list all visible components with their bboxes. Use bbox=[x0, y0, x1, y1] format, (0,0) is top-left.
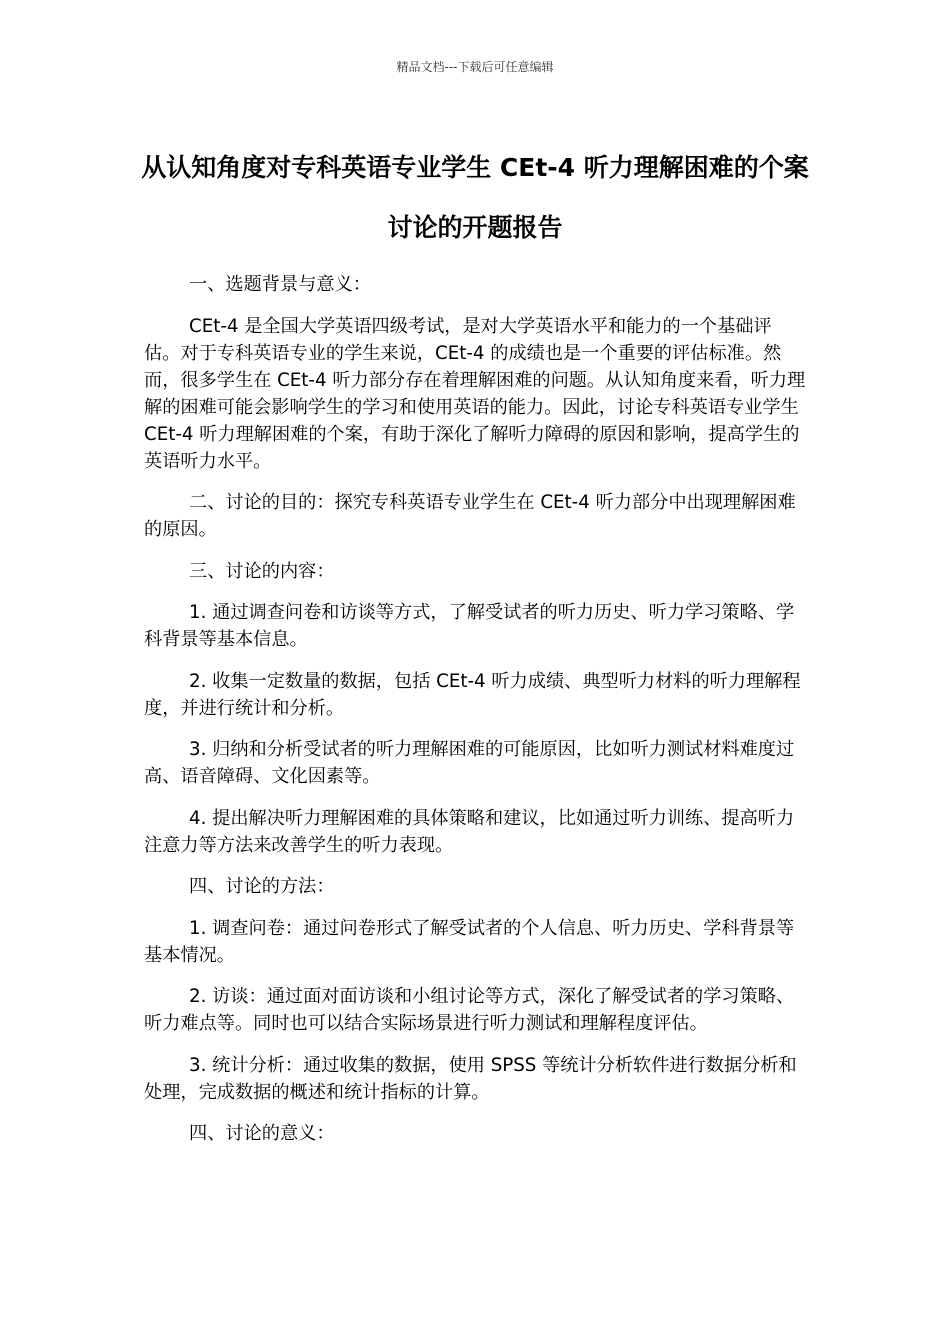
section-heading-significance: 四、讨论的意义： bbox=[189, 1123, 335, 1144]
list-item-content-3: 3. 归纳和分析受试者的听力理解困难的可能原因，比如听力测试材料难度过高、语音障碍、文化因素等。 bbox=[144, 739, 795, 787]
list-item-content-4: 4. 提出解决听力理解困难的具体策略和建议，比如通过听力训练、提高听力注意力等方法来改善学生的听力表现。 bbox=[144, 807, 795, 856]
page-header: 精品文档---下载后可任意编辑 bbox=[396, 60, 554, 74]
paragraph-purpose: 二、讨论的目的：探究专科英语专业学生在 CEt-4 听力部分中出现理解困难的原因。 bbox=[144, 492, 796, 540]
list-item-content-2: 2. 收集一定数量的数据，包括 CEt-4 听力成绩、典型听力材料的听力理解程度，并进行统计和分析。 bbox=[144, 670, 801, 719]
document-title: 从认知角度对专科英语专业学生 CEt-4 听力理解困难的个案讨论的开题报告 bbox=[141, 153, 809, 242]
section-heading-methods: 四、讨论的方法： bbox=[189, 876, 335, 897]
list-item-method-2: 2. 访谈：通过面对面访谈和小组讨论等方式，深化了解受试者的学习策略、听力难点等。同时也可以结合实际场景进行听力测试和理解程度评估。 bbox=[144, 986, 795, 1034]
list-item-method-3: 3. 统计分析：通过收集的数据，使用 SPSS 等统计分析软件进行数据分析和处理，完成数据的概述和统计指标的计算。 bbox=[144, 1054, 797, 1103]
section-heading-content: 三、讨论的内容： bbox=[189, 560, 335, 582]
section-heading-background: 一、选题背景与意义： bbox=[189, 274, 371, 295]
list-item-content-1: 1. 通过调查问卷和访谈等方式，了解受试者的听力历史、听力学习策略、学科背景等基本信息。 bbox=[144, 602, 795, 650]
list-item-method-1: 1. 调查问卷：通过问卷形式了解受试者的个人信息、听力历史、学科背景等基本情况。 bbox=[144, 917, 795, 966]
document-body bbox=[144, 271, 808, 1162]
paragraph-background: CEt-4 是全国大学英语四级考试，是对大学英语水平和能力的一个基础评估。对于专科英语专业的学生来说，CEt-4 的成绩也是一个重要的评估标准。然而，很多学生在 CEt-4 听力部分存在着理解困难的问题。从认知角度来看，听力理解的困难可能会影响学生的学习和使用英语的能力。因此，讨论专科英语专业学生 CEt-4 听力理解困难的个案，有助于深化了解听力障碍的原因和影响，提高学生的英语听力水平。 bbox=[144, 315, 806, 472]
